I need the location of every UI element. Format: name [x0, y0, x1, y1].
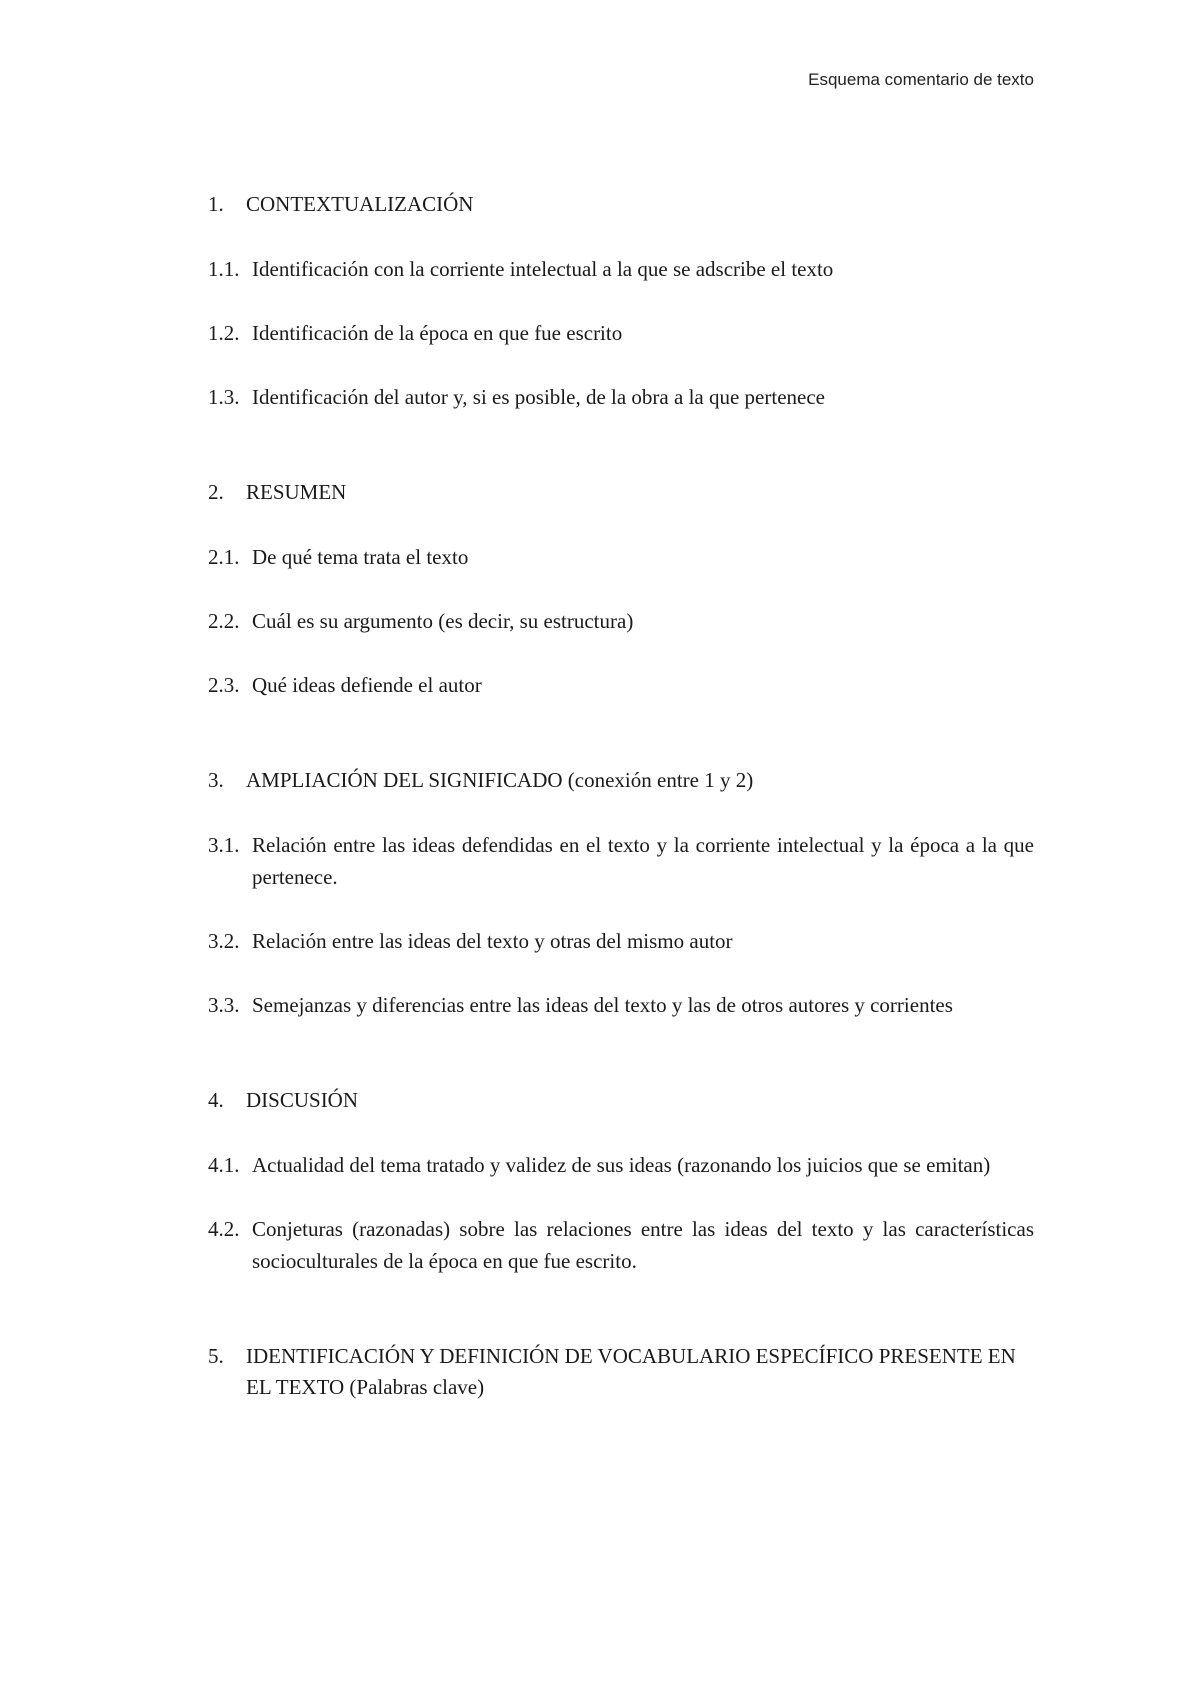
list-item [208, 381, 1034, 413]
section-heading [208, 1341, 1034, 1403]
item-text: Identificación de la época en que fue escrito [252, 321, 623, 345]
section-heading [208, 189, 1034, 220]
section-title: IDENTIFICACIÓN Y DEFINICIÓN DE VOCABULARIO ESPECÍFICO PRESENTE EN EL TEXTO (Palabras clave) [246, 1344, 1016, 1399]
section-contextualizacion [208, 189, 1034, 413]
section-number: 4. [208, 1088, 224, 1112]
section-number: 5. [208, 1344, 224, 1368]
item-text: Relación entre las ideas del texto y otras del mismo autor [252, 929, 733, 953]
section-vocabulario [208, 1341, 1034, 1403]
item-text: Actualidad del tema tratado y validez de sus ideas (razonando los juicios que se emitan) [252, 1153, 991, 1177]
item-text: Semejanzas y diferencias entre las ideas del texto y las de otros autores y corrientes [252, 993, 953, 1017]
item-number: 1.1. [208, 257, 240, 281]
item-text: Identificación con la corriente intelectual a la que se adscribe el texto [252, 257, 834, 281]
section-number: 2. [208, 480, 224, 504]
list-item [208, 253, 1034, 285]
item-text: De qué tema trata el texto [252, 545, 469, 569]
item-number: 3.3. [208, 993, 240, 1017]
item-number: 1.3. [208, 385, 240, 409]
list-item [208, 989, 1034, 1021]
item-text: Qué ideas defiende el autor [252, 673, 482, 697]
item-number: 2.2. [208, 609, 240, 633]
section-spacer [208, 733, 1034, 765]
list-item [208, 669, 1034, 701]
item-number: 4.2. [208, 1217, 240, 1241]
section-heading [208, 1085, 1034, 1116]
section-number: 1. [208, 192, 224, 216]
section-ampliacion [208, 765, 1034, 1021]
list-item [208, 1213, 1034, 1277]
item-number: 4.1. [208, 1153, 240, 1177]
section-title: AMPLIACIÓN DEL SIGNIFICADO (conexión entre 1 y 2) [246, 768, 754, 792]
section-heading [208, 765, 1034, 796]
section-number: 3. [208, 768, 224, 792]
list-item [208, 605, 1034, 637]
item-text: Cuál es su argumento (es decir, su estructura) [252, 609, 634, 633]
item-text: Identificación del autor y, si es posible, de la obra a la que pertenece [252, 385, 825, 409]
list-item [208, 925, 1034, 957]
list-item [208, 829, 1034, 893]
outline [208, 189, 1034, 1436]
item-text: Conjeturas (razonadas) sobre las relaciones entre las ideas del texto y las características socioculturales de la época en que fue escrito. [252, 1217, 1034, 1273]
section-resumen [208, 477, 1034, 701]
section-spacer [208, 1053, 1034, 1085]
section-discusion [208, 1085, 1034, 1277]
section-heading [208, 477, 1034, 508]
section-title: CONTEXTUALIZACIÓN [246, 192, 474, 216]
item-number: 2.3. [208, 673, 240, 697]
section-title: RESUMEN [246, 480, 347, 504]
section-title: DISCUSIÓN [246, 1088, 359, 1112]
page-header: Esquema comentario de texto [808, 70, 1034, 89]
item-number: 3.1. [208, 833, 240, 857]
list-item [208, 541, 1034, 573]
item-number: 2.1. [208, 545, 240, 569]
item-number: 3.2. [208, 929, 240, 953]
item-number: 1.2. [208, 321, 240, 345]
list-item [208, 1149, 1034, 1181]
section-spacer [208, 1309, 1034, 1341]
list-item [208, 317, 1034, 349]
section-spacer [208, 445, 1034, 477]
item-text: Relación entre las ideas defendidas en el texto y la corriente intelectual y la época a la que pertenece. [252, 833, 1034, 889]
